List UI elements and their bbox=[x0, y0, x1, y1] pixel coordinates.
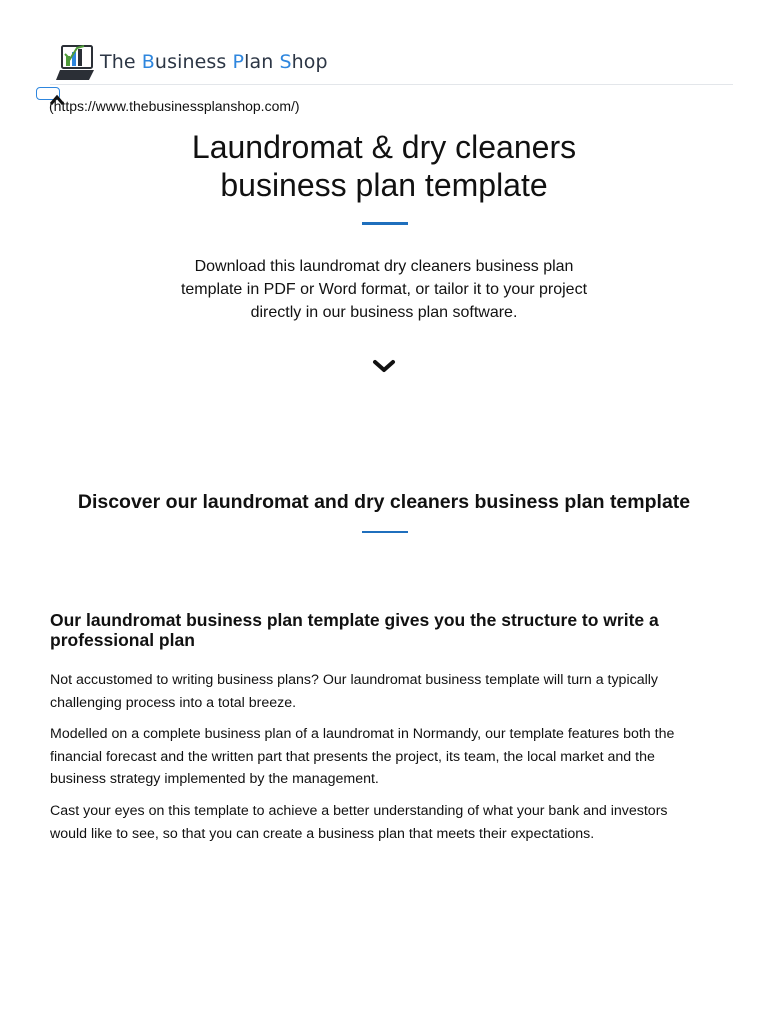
page-title-line: Laundromat & dry cleaners bbox=[191, 129, 577, 165]
brand-letter-s: S bbox=[279, 51, 292, 73]
paragraph bbox=[50, 669, 730, 714]
article-heading-line: professional plan bbox=[50, 630, 195, 650]
article-heading bbox=[50, 610, 710, 650]
hero-description-line: Download this laundromat dry cleaners business plan bbox=[194, 258, 574, 275]
header-divider bbox=[50, 84, 733, 85]
title-divider bbox=[362, 222, 408, 225]
article-heading-line: Our laundromat business plan template gives you the structure to write a bbox=[50, 610, 659, 630]
hero-description-line: directly in our business plan software. bbox=[250, 304, 518, 321]
brand-text-1: The bbox=[100, 51, 142, 73]
paragraph-line: Cast your eyes on this template to achieve a better understanding of what your bank and investors bbox=[50, 803, 668, 819]
page-title bbox=[0, 128, 768, 204]
paragraph-line: financial forecast and the written part that presents the project, its team, the local market and the bbox=[50, 748, 655, 765]
site-header bbox=[54, 42, 328, 82]
brand-letter-p: P bbox=[232, 51, 245, 73]
home-link[interactable] bbox=[36, 86, 336, 116]
brand-name[interactable] bbox=[100, 51, 328, 73]
section-divider bbox=[362, 531, 408, 533]
paragraph-line: would like to see, so that you can create a business plan that meets their expectations. bbox=[50, 825, 595, 842]
brand-letter-b: B bbox=[141, 51, 155, 73]
hero-description-line: template in PDF or Word format, or tailor it to your project bbox=[180, 281, 588, 298]
paragraph-line: Modelled on a complete business plan of a laundromat in Normandy, our template features both the bbox=[50, 726, 675, 742]
paragraph bbox=[50, 723, 730, 791]
paragraph-line: challenging process into a total breeze. bbox=[50, 694, 297, 711]
section-title: Discover our laundromat and dry cleaners business plan template bbox=[77, 491, 691, 513]
page-title-line: business plan template bbox=[220, 167, 548, 203]
paragraph-line: business strategy implemented by the management. bbox=[50, 771, 379, 787]
brand-text-4: hop bbox=[291, 51, 328, 73]
brand-text-2: usiness bbox=[154, 51, 233, 73]
home-url-text: (https://www.thebusinessplanshop.com/) bbox=[49, 98, 300, 114]
brand-text-3: lan bbox=[244, 51, 280, 73]
laptop-chart-icon bbox=[54, 42, 96, 82]
chevron-down-icon[interactable] bbox=[372, 358, 396, 374]
hero-description bbox=[164, 255, 604, 324]
paragraph-line: Not accustomed to writing business plans? Our laundromat business template will turn a typically bbox=[50, 672, 658, 688]
paragraph bbox=[50, 800, 730, 845]
